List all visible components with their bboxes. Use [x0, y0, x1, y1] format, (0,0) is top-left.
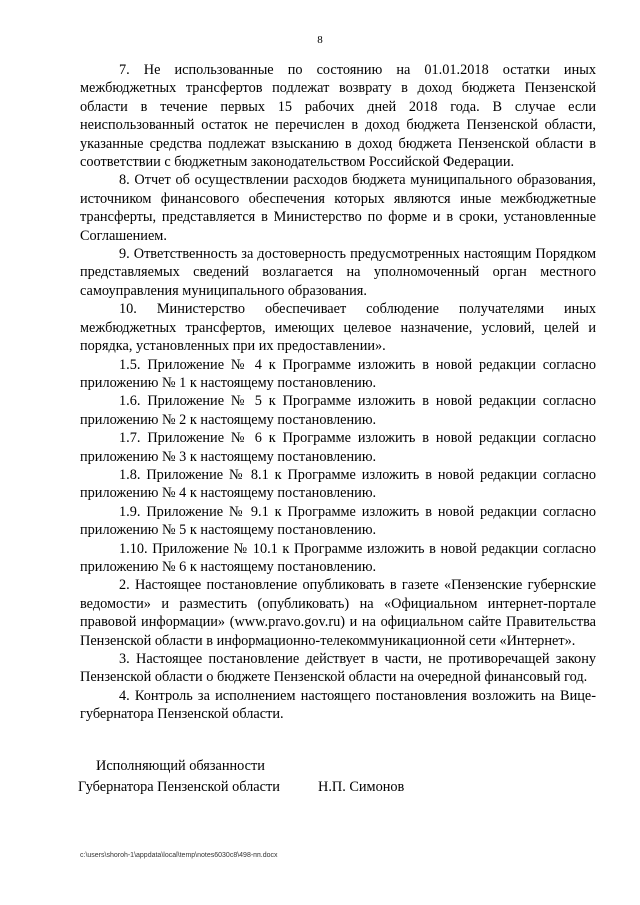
- page-number: 8: [317, 34, 323, 46]
- paragraph-1-5: 1.5. Приложение № 4 к Программе изложить в новой редакции согласно приложению № 1 к настоящему постановлению.: [80, 356, 596, 391]
- paragraph-1-7: 1.7. Приложение № 6 к Программе изложить в новой редакции согласно приложению № 3 к настоящему постановлению.: [80, 430, 596, 465]
- file-path-footer: c:\users\shoroh-1\appdata\local\temp\notes6030c8\498-пп.docx: [80, 852, 278, 859]
- paragraph-8: 8. Отчет об осуществлении расходов бюджета муниципального образования, источником финансового обеспечения которых являются иные межбюджетные трансферты, представляется в Министерство по форме и в сроки, установленные Соглашением.: [80, 172, 596, 244]
- paragraph-4: 4. Контроль за исполнением настоящего постановления возложить на Вице-губернатора Пензенской области.: [80, 687, 596, 723]
- paragraph-10: 10. Министерство обеспечивает соблюдение получателями иных межбюджетных трансфертов, имеющих целевое назначение, условий, целей и порядка, установленных при их предоставлении».: [80, 301, 596, 355]
- paragraph-9: 9. Ответственность за достоверность предусмотренных настоящим Порядком представляемых сведений возлагается на уполномоченный орган местного самоуправления муниципального образования.: [80, 246, 596, 299]
- paragraph-7: 7. Не использованные по состоянию на 01.01.2018 остатки иных межбюджетных трансфертов подлежат возврату в доход бюджета Пензенской области в течение первых 15 рабочих дней 2018 года. В случае если неиспользованный остаток не перечислен в доход бюджета Пензенской области, указанные средства подлежат взысканию в доход бюджета Пензенской области в соответствии с бюджетным законодательством Российской Федерации.: [80, 62, 596, 171]
- signatory-name: Н.П. Симонов: [318, 779, 405, 795]
- paragraph-1-6: 1.6. Приложение № 5 к Программе изложить в новой редакции согласно приложению № 2 к настоящему постановлению.: [80, 393, 596, 428]
- signature-position-line2: Губернатора Пензенской области: [78, 779, 280, 795]
- paragraph-1-8: 1.8. Приложение № 8.1 к Программе изложить в новой редакции согласно приложению № 4 к настоящему постановлению.: [80, 466, 596, 502]
- document-body: [80, 61, 596, 724]
- signature-position-line1: Исполняющий обязанности: [96, 758, 265, 774]
- paragraph-1-9: 1.9. Приложение № 9.1 к Программе изложить в новой редакции согласно приложению № 5 к настоящему постановлению.: [80, 503, 596, 539]
- paragraph-3: 3. Настоящее постановление действует в части, не противоречащей закону Пензенской области о бюджете Пензенской области на очередной финансовый год.: [80, 651, 596, 686]
- signature-block: [78, 756, 404, 798]
- paragraph-2: 2. Настоящее постановление опубликовать в газете «Пензенские губернские ведомости» и разместить (опубликовать) на «Официальном интернет-портале правовой информации» (www.pravo.gov.ru) и на официальном сайте Правительства Пензенской области в информационно-телекоммуникационной сети «Интернет».: [80, 577, 596, 649]
- paragraph-1-10: 1.10. Приложение № 10.1 к Программе изложить в новой редакции согласно приложению № 6 к настоящему постановлению.: [80, 540, 596, 575]
